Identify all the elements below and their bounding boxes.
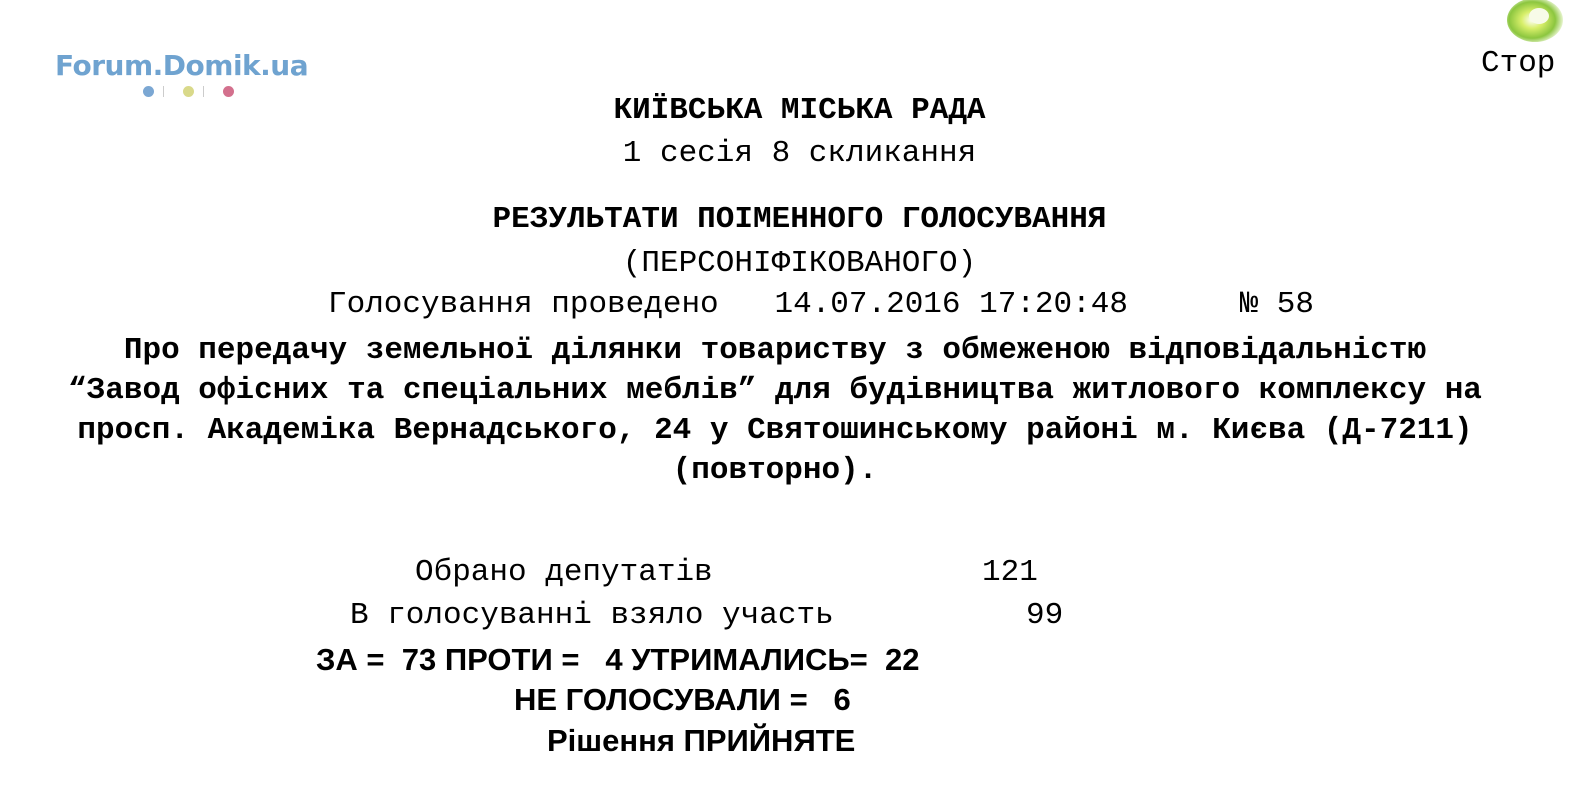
session-info: 1 сесія 8 скликання (622, 136, 977, 171)
document-subtitle: (ПЕРСОНІФІКОВАНОГО) (622, 246, 977, 281)
for-label: ЗА = (316, 642, 385, 677)
voting-number: № 58 (1239, 287, 1314, 322)
decision-value: ПРИЙНЯТЕ (683, 723, 856, 758)
decision-label: Рішення (547, 723, 675, 758)
participated-value: 99 (1026, 598, 1064, 633)
vote-tally (316, 640, 920, 680)
corner-page-label: Стор (1481, 46, 1556, 81)
for-value: 73 (401, 642, 437, 677)
notvoted-label: НЕ ГОЛОСУВАЛИ = (514, 682, 808, 717)
elected-value: 121 (982, 555, 1038, 590)
site-watermark (55, 48, 325, 84)
green-logo-icon (1505, 0, 1565, 46)
abstained-value: 22 (885, 642, 920, 677)
against-label: ПРОТИ = (444, 642, 580, 677)
voting-info (328, 285, 1314, 325)
notvoted-value: 6 (833, 682, 851, 717)
document-title: РЕЗУЛЬТАТИ ПОІМЕННОГО ГОЛОСУВАННЯ (492, 202, 1107, 237)
resolution-subject: Про передачу земельної ділянки товариству з обмеженою відповідальністю “Завод офісних та спеціальних меблів” для будівництва житлового комплексу на просп. Академіка Вернадського, 24 у Святошинському районі м. Києва (Д-7211) (повторно). (68, 333, 1482, 488)
not-voted (514, 680, 851, 720)
against-value: 4 (605, 642, 623, 677)
council-name: КИЇВСЬКА МІСЬКА РАДА (613, 93, 986, 128)
voting-label: Голосування проведено (328, 287, 719, 322)
watermark-text: Forum.Domik.ua (55, 49, 309, 82)
abstained-label: УТРИМАЛИСЬ= (631, 642, 868, 677)
elected-label: Обрано депутатів (415, 555, 713, 590)
decision (547, 721, 855, 761)
participated-label: В голосуванні взяло участь (350, 598, 834, 633)
voting-datetime: 14.07.2016 17:20:48 (774, 287, 1128, 322)
